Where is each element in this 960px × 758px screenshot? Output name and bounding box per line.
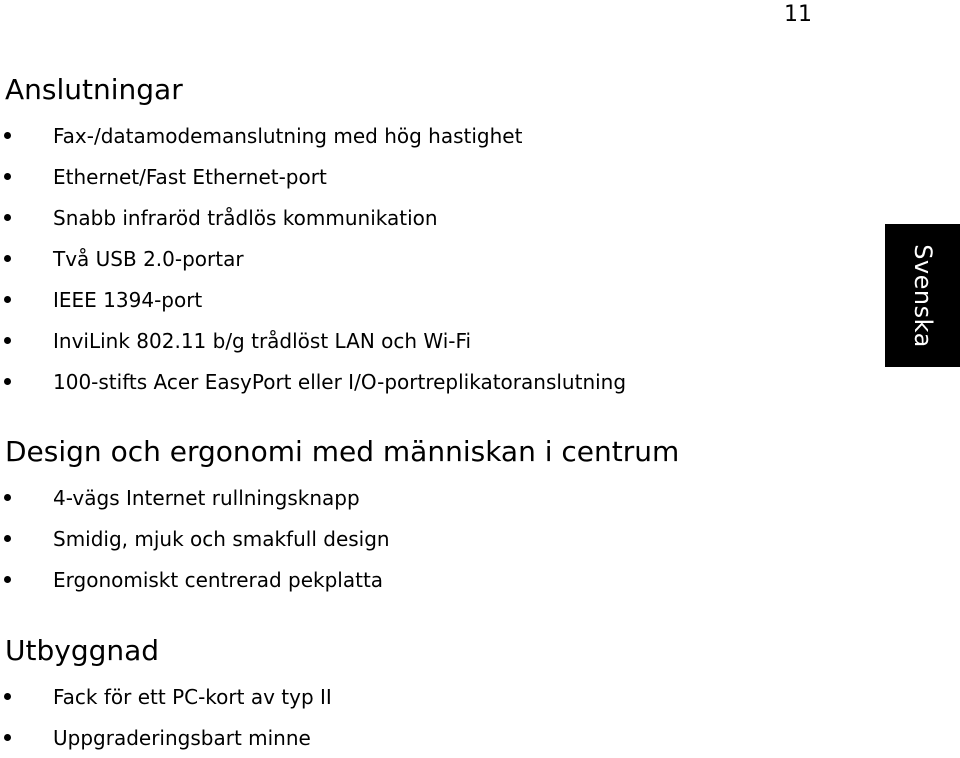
bullet-icon <box>4 296 11 303</box>
bullet-icon <box>4 576 11 583</box>
bullet-list <box>0 676 860 758</box>
list-item-text: Uppgraderingsbart minne <box>53 725 311 750</box>
bullet-icon <box>4 255 11 262</box>
bullet-icon <box>4 378 11 385</box>
list-item-text: IEEE 1394-port <box>53 287 203 312</box>
list-item <box>0 279 860 320</box>
list-item <box>0 518 860 559</box>
bullet-icon <box>4 132 11 139</box>
page-number: 11 <box>784 2 812 27</box>
section-heading: Utbyggnad <box>5 634 160 667</box>
list-item-text: 100-stifts Acer EasyPort eller I/O-portreplikatoranslutning <box>53 369 627 394</box>
bullet-icon <box>4 337 11 344</box>
list-item <box>0 361 860 402</box>
list-item-text: Ethernet/Fast Ethernet-port <box>53 164 327 189</box>
list-item <box>0 197 860 238</box>
list-item-text: 4-vägs Internet rullningsknapp <box>53 485 360 510</box>
list-item <box>0 238 860 279</box>
bullet-icon <box>4 214 11 221</box>
bullet-icon <box>4 734 11 741</box>
section-heading: Anslutningar <box>5 73 183 106</box>
list-item-text: Snabb infraröd trådlös kommunikation <box>53 205 438 230</box>
list-item-text: Två USB 2.0-portar <box>53 246 244 271</box>
bullet-icon <box>4 494 11 501</box>
bullet-icon <box>4 535 11 542</box>
bullet-icon <box>4 693 11 700</box>
list-item <box>0 115 860 156</box>
bullet-list <box>0 115 860 402</box>
section-design <box>0 435 860 600</box>
list-item <box>0 156 860 197</box>
bullet-icon <box>4 173 11 180</box>
list-item-text: InviLink 802.11 b/g trådlöst LAN och Wi-Fi <box>53 328 472 353</box>
list-item-text: Ergonomiskt centrerad pekplatta <box>53 567 384 592</box>
list-item <box>0 676 860 717</box>
list-item-text: Fax-/datamodemanslutning med hög hastighet <box>53 123 523 148</box>
list-item-text: Smidig, mjuk och smakfull design <box>53 526 390 551</box>
language-tab-label: Svenska <box>908 243 937 348</box>
section-heading: Design och ergonomi med människan i centrum <box>5 435 680 468</box>
list-item <box>0 717 860 758</box>
list-item <box>0 320 860 361</box>
section-connections <box>0 73 860 402</box>
list-item <box>0 559 860 600</box>
list-item <box>0 477 860 518</box>
bullet-list <box>0 477 860 600</box>
language-tab <box>885 224 960 367</box>
section-expansion <box>0 634 860 758</box>
list-item-text: Fack för ett PC-kort av typ II <box>53 684 332 709</box>
